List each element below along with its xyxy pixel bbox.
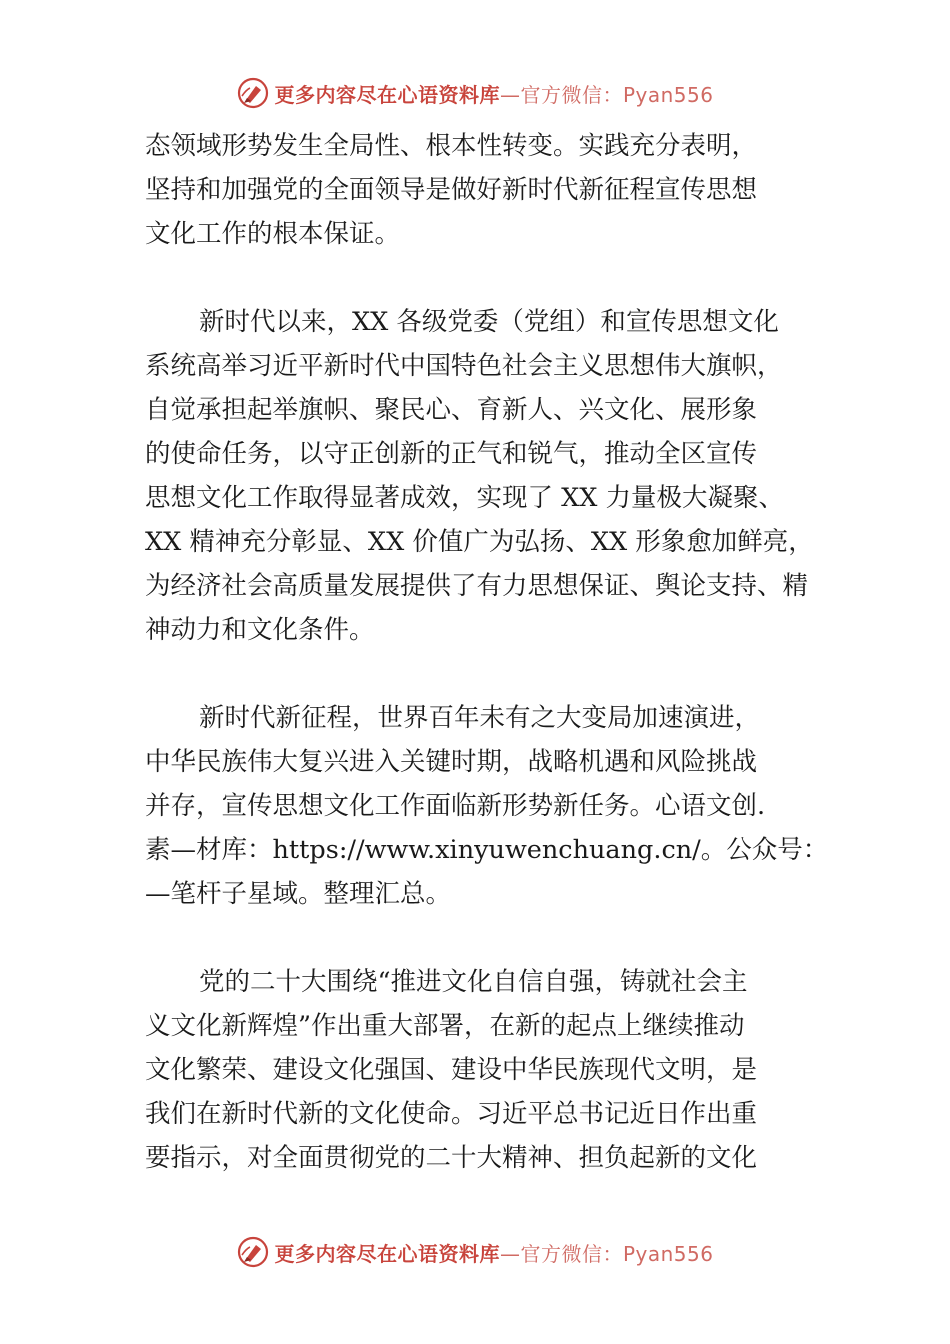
text-line: 文化繁荣、建设文化强国、建设中华民族现代文明，是: [145, 1055, 758, 1085]
text-line: 义文化新辉煌”作出重大部署，在新的起点上继续推动: [145, 1011, 745, 1041]
banner-sub-text: —官方微信：Pyan556: [499, 82, 714, 107]
header-banner: [0, 73, 950, 113]
text-line: 思想文化工作取得显著成效，实现了 XX 力量极大凝聚、: [145, 483, 785, 513]
text-line: 自觉承担起举旗帜、聚民心、育新人、兴文化、展形象: [145, 395, 758, 425]
text-line: 中华民族伟大复兴进入关键时期，战略机遇和风险挑战: [145, 747, 758, 777]
paragraph-gap: [145, 652, 835, 696]
banner-sub-text: —官方微信：Pyan556: [499, 1241, 714, 1266]
pen-nib-logo-icon: [236, 76, 270, 110]
text-line: 新时代以来，XX 各级党委（党组）和宣传思想文化: [199, 307, 779, 337]
pen-nib-logo-icon: [236, 1235, 270, 1269]
text-line: 要指示，对全面贯彻党的二十大精神、担负起新的文化: [145, 1143, 758, 1173]
text-line: 态领域形势发生全局性、根本性转变。实践充分表明，: [145, 131, 758, 161]
text-line: 并存，宣传思想文化工作面临新形势新任务。心语文创.: [145, 791, 766, 821]
text-line: —笔杆子星域。整理汇总。: [145, 879, 452, 909]
banner-main-text: 更多内容尽在心语资料库: [274, 1241, 500, 1266]
paragraph-2: [145, 300, 835, 652]
banner-main-text: 更多内容尽在心语资料库: [274, 82, 500, 107]
text-line: 神动力和文化条件。: [145, 615, 375, 645]
text-line: 为经济社会高质量发展提供了有力思想保证、舆论支持、精: [145, 571, 809, 601]
text-line: 素—材库：https://www.xinyuwenchuang.cn/。公众号：: [145, 835, 829, 865]
paragraph-4: [145, 960, 835, 1180]
text-line: 系统高举习近平新时代中国特色社会主义思想伟大旗帜，: [145, 351, 783, 381]
banner-text: [274, 79, 713, 108]
text-line: XX 精神充分彰显、XX 价值广为弘扬、XX 形象愈加鲜亮，: [145, 527, 814, 557]
paragraph-gap: [145, 916, 835, 960]
document-body: [145, 124, 835, 1180]
text-line: 文化工作的根本保证。: [145, 219, 401, 249]
text-line: 新时代新征程，世界百年未有之大变局加速演进，: [199, 703, 761, 733]
footer-banner: [0, 1232, 950, 1272]
text-line: 我们在新时代新的文化使命。习近平总书记近日作出重: [145, 1099, 758, 1129]
text-line: 坚持和加强党的全面领导是做好新时代新征程宣传思想: [145, 175, 758, 205]
paragraph-3: [145, 696, 835, 916]
paragraph-1: [145, 124, 835, 256]
banner-text: [274, 1238, 713, 1267]
text-line: 的使命任务，以守正创新的正气和锐气，推动全区宣传: [145, 439, 758, 469]
paragraph-gap: [145, 256, 835, 300]
text-line: 党的二十大围绕“推进文化自信自强，铸就社会主: [199, 967, 748, 997]
